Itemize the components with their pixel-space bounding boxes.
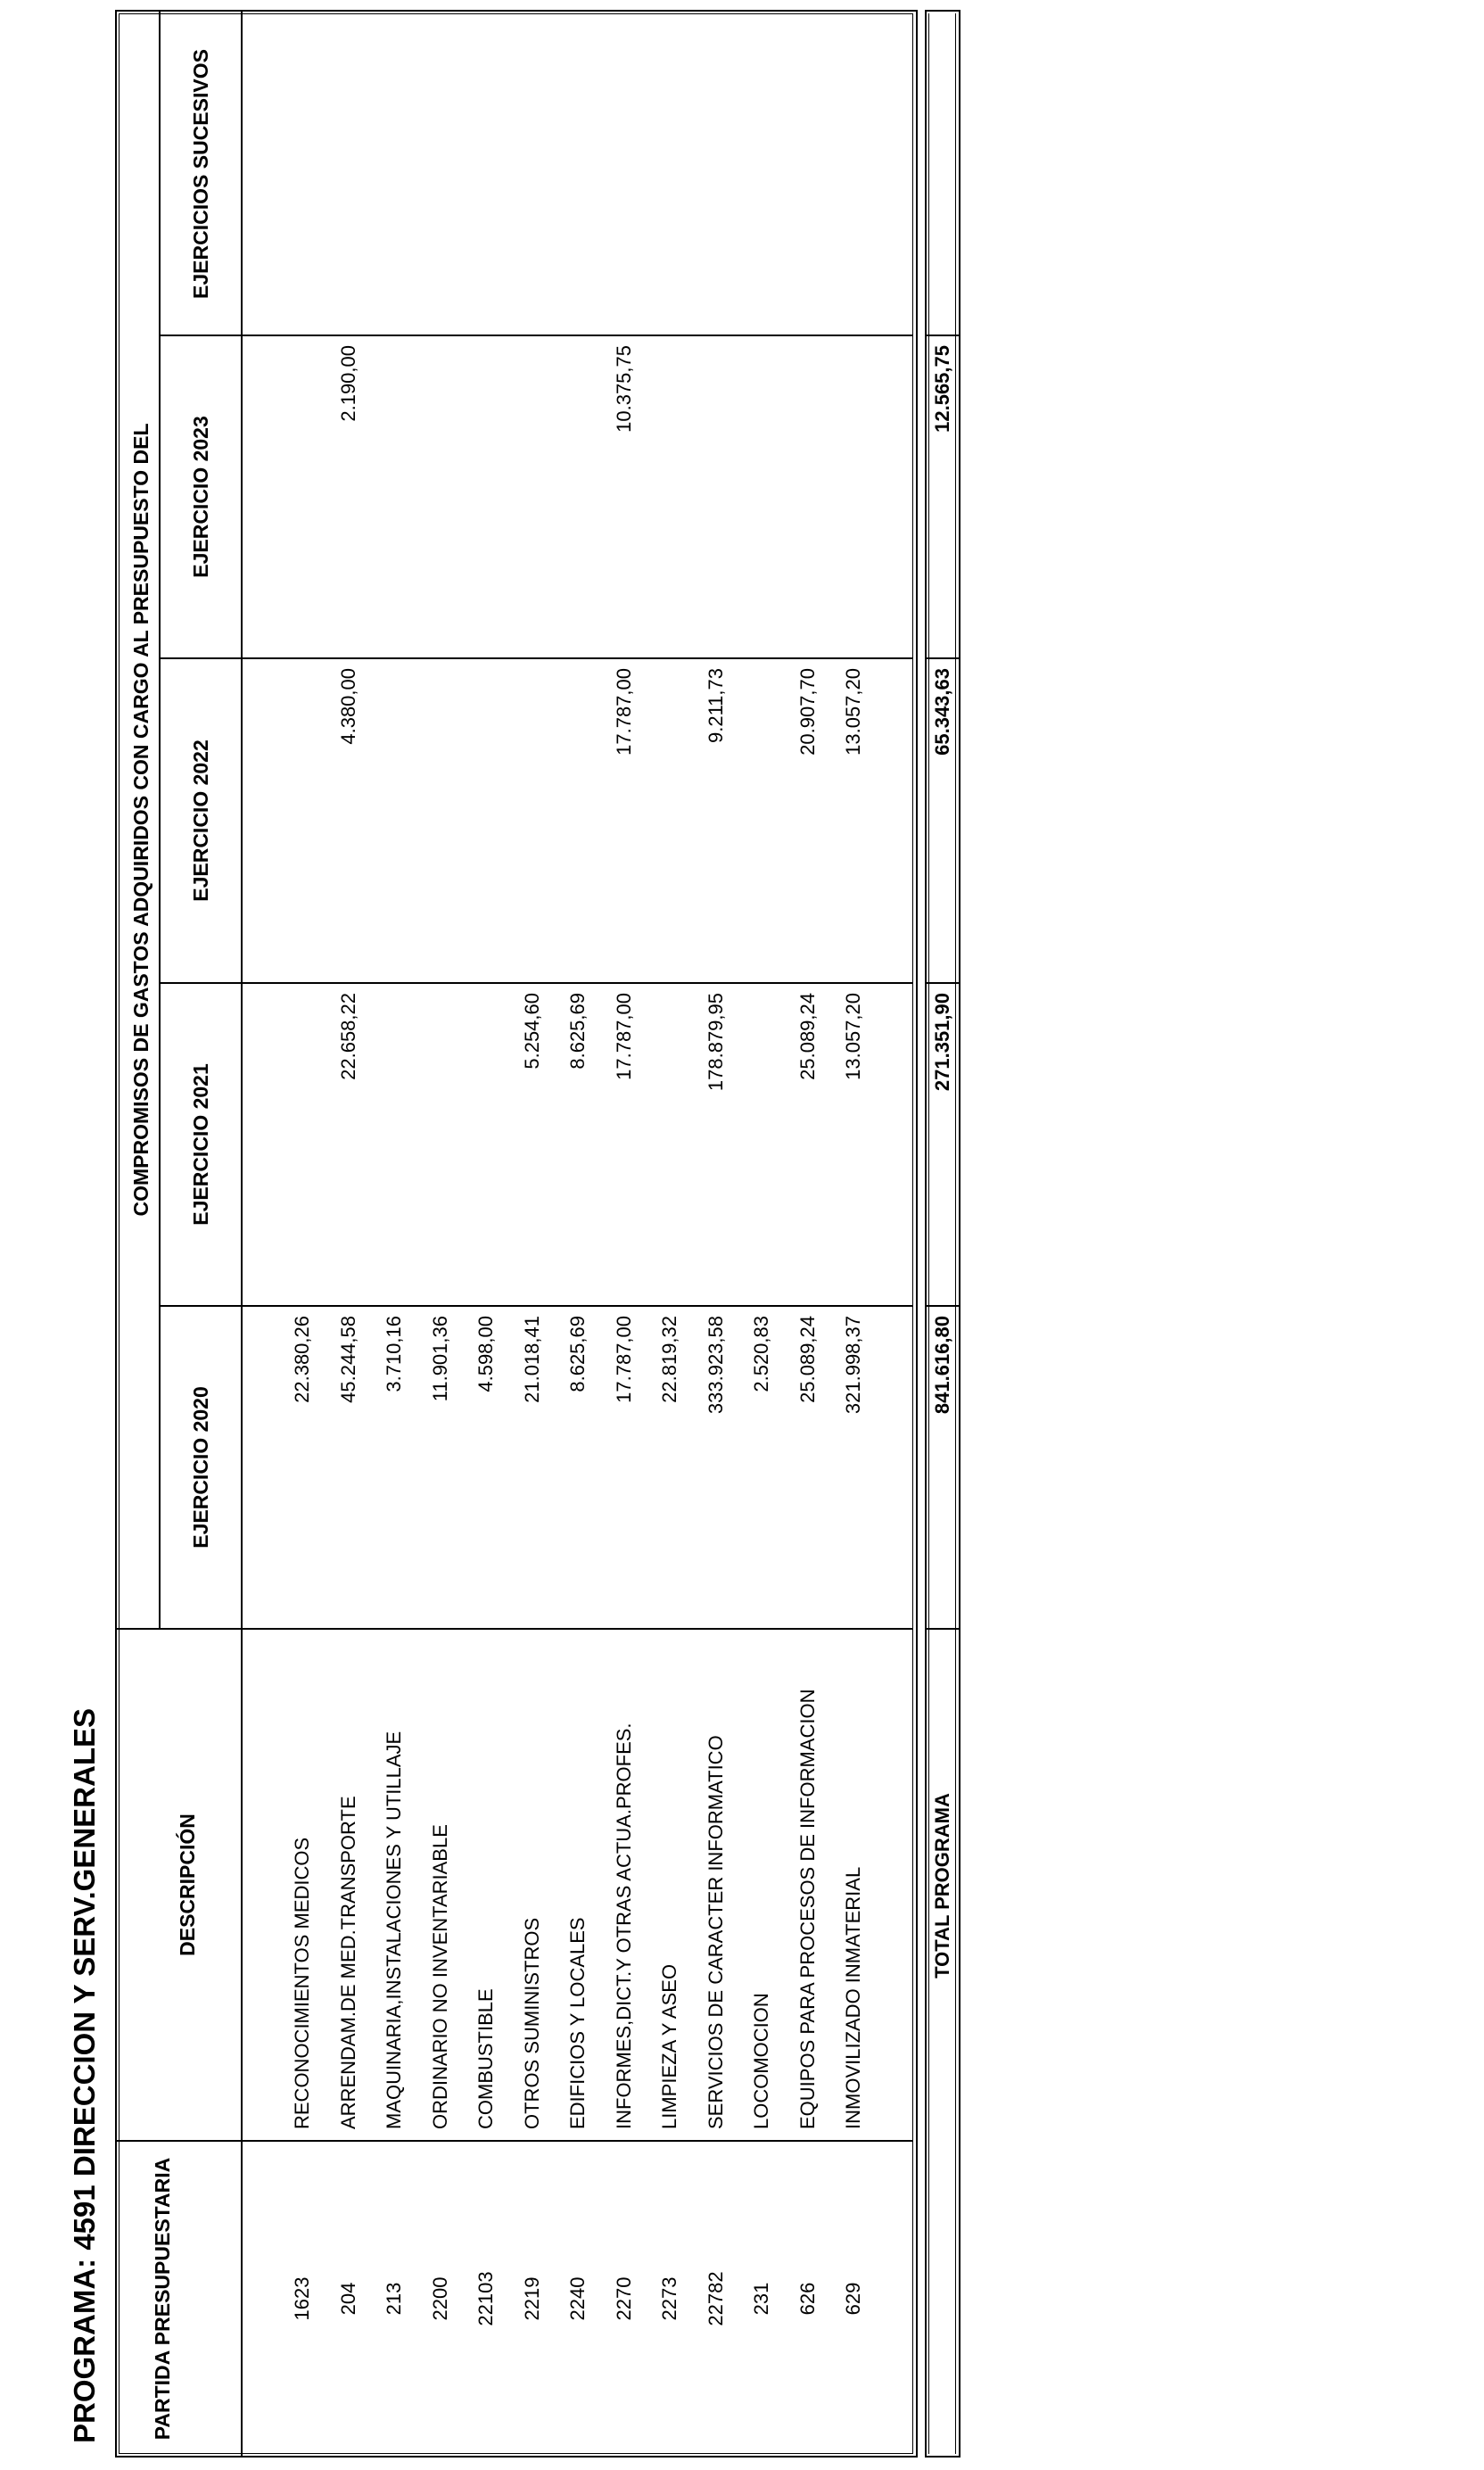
header-compromisos: COMPROMISOS DE GASTOS ADQUIRIDOS CON CARGO AL PRESUPUESTO DEL bbox=[129, 423, 153, 1217]
total-2020: 841.616,80 bbox=[931, 1316, 953, 1415]
cell-v2022: 13.057,20 bbox=[842, 668, 864, 756]
cell-partida: 204 bbox=[337, 2282, 359, 2316]
cell-v2020: 333.923,58 bbox=[705, 1316, 727, 1415]
cell-v2022: 17.787,00 bbox=[613, 668, 635, 756]
cell-v2022: 4.380,00 bbox=[337, 668, 359, 745]
cell-partida: 2240 bbox=[566, 2276, 589, 2321]
cell-v2020: 25.089,24 bbox=[796, 1316, 819, 1403]
cell-v2021: 22.658,22 bbox=[337, 993, 359, 1080]
header-ejercicio-2022: EJERCICIO 2022 bbox=[189, 739, 212, 902]
cell-descripcion: INMOVILIZADO INMATERIAL bbox=[842, 1866, 864, 2129]
cell-v2023: 10.375,75 bbox=[613, 345, 635, 433]
program-title: PROGRAMA: 4591 DIRECCION Y SERV.GENERALES bbox=[68, 1707, 101, 2443]
cell-descripcion: COMBUSTIBLE bbox=[474, 1988, 497, 2129]
cell-descripcion: ORDINARIO NO INVENTARIABLE bbox=[429, 1824, 451, 2129]
cell-descripcion: LIMPIEZA Y ASEO bbox=[658, 1963, 680, 2129]
header-ejercicio-2020: EJERCICIO 2020 bbox=[189, 1386, 212, 1549]
cell-v2020: 22.380,26 bbox=[291, 1316, 313, 1403]
cell-descripcion: LOCOMOCION bbox=[750, 1993, 772, 2129]
total-2022: 65.343,63 bbox=[931, 668, 953, 756]
cell-partida: 2273 bbox=[658, 2276, 680, 2321]
header-descripcion: DESCRIPCIÓN bbox=[176, 1813, 199, 1956]
cell-v2020: 21.018,41 bbox=[521, 1316, 543, 1403]
cell-v2020: 321.998,37 bbox=[842, 1316, 864, 1415]
cell-v2020: 8.625,69 bbox=[566, 1316, 589, 1392]
cell-partida: 213 bbox=[383, 2282, 405, 2316]
header-ejercicio-2023: EJERCICIO 2023 bbox=[189, 416, 212, 578]
cell-partida: 626 bbox=[796, 2282, 819, 2316]
cell-partida: 629 bbox=[842, 2282, 864, 2316]
cell-partida: 2200 bbox=[429, 2276, 451, 2321]
header-ejercicios-sucesivos: EJERCICIOS SUCESIVOS bbox=[189, 49, 212, 299]
cell-descripcion: MAQUINARIA,INSTALACIONES Y UTILLAJE bbox=[383, 1731, 405, 2129]
cell-partida: 22782 bbox=[705, 2271, 727, 2326]
cell-partida: 231 bbox=[750, 2282, 772, 2316]
cell-v2020: 22.819,32 bbox=[658, 1316, 680, 1403]
cell-partida: 1623 bbox=[291, 2276, 313, 2321]
cell-descripcion: SERVICIOS DE CARACTER INFORMATICO bbox=[705, 1735, 727, 2129]
cell-v2021: 13.057,20 bbox=[842, 993, 864, 1080]
cell-v2021: 8.625,69 bbox=[566, 993, 589, 1070]
total-2023: 12.565,75 bbox=[931, 345, 953, 433]
cell-v2021: 178.879,95 bbox=[705, 993, 727, 1092]
cell-descripcion: OTROS SUMINISTROS bbox=[521, 1917, 543, 2129]
cell-v2022: 9.211,73 bbox=[705, 668, 727, 744]
cell-v2020: 2.520,83 bbox=[750, 1316, 772, 1392]
cell-v2020: 17.787,00 bbox=[613, 1316, 635, 1403]
cell-v2020: 45.244,58 bbox=[337, 1316, 359, 1403]
header-ejercicio-2021: EJERCICIO 2021 bbox=[189, 1063, 212, 1226]
cell-descripcion: RECONOCIMIENTOS MEDICOS bbox=[291, 1837, 313, 2129]
cell-v2020: 11.901,36 bbox=[429, 1316, 451, 1402]
cell-v2020: 3.710,16 bbox=[383, 1316, 405, 1392]
cell-v2021: 25.089,24 bbox=[796, 993, 819, 1080]
cell-v2020: 4.598,00 bbox=[474, 1316, 497, 1392]
cell-descripcion: EDIFICIOS Y LOCALES bbox=[566, 1917, 589, 2129]
cell-descripcion: EQUIPOS PARA PROCESOS DE INFORMACION bbox=[796, 1689, 819, 2129]
total-label: TOTAL PROGRAMA bbox=[931, 1793, 953, 1978]
cell-partida: 2219 bbox=[521, 2276, 543, 2321]
cell-descripcion: INFORMES,DICT.Y OTRAS ACTUA.PROFES. bbox=[613, 1722, 635, 2129]
header-partida: PARTIDA PRESUPUESTARIA bbox=[151, 2157, 174, 2441]
cell-v2023: 2.190,00 bbox=[337, 345, 359, 422]
cell-partida: 22103 bbox=[474, 2271, 497, 2326]
cell-v2021: 17.787,00 bbox=[613, 993, 635, 1080]
cell-partida: 2270 bbox=[613, 2276, 635, 2321]
cell-v2022: 20.907,70 bbox=[796, 668, 819, 756]
cell-descripcion: ARRENDAM.DE MED.TRANSPORTE bbox=[337, 1796, 359, 2129]
cell-v2021: 5.254,60 bbox=[521, 993, 543, 1070]
total-2021: 271.351,90 bbox=[931, 993, 953, 1092]
